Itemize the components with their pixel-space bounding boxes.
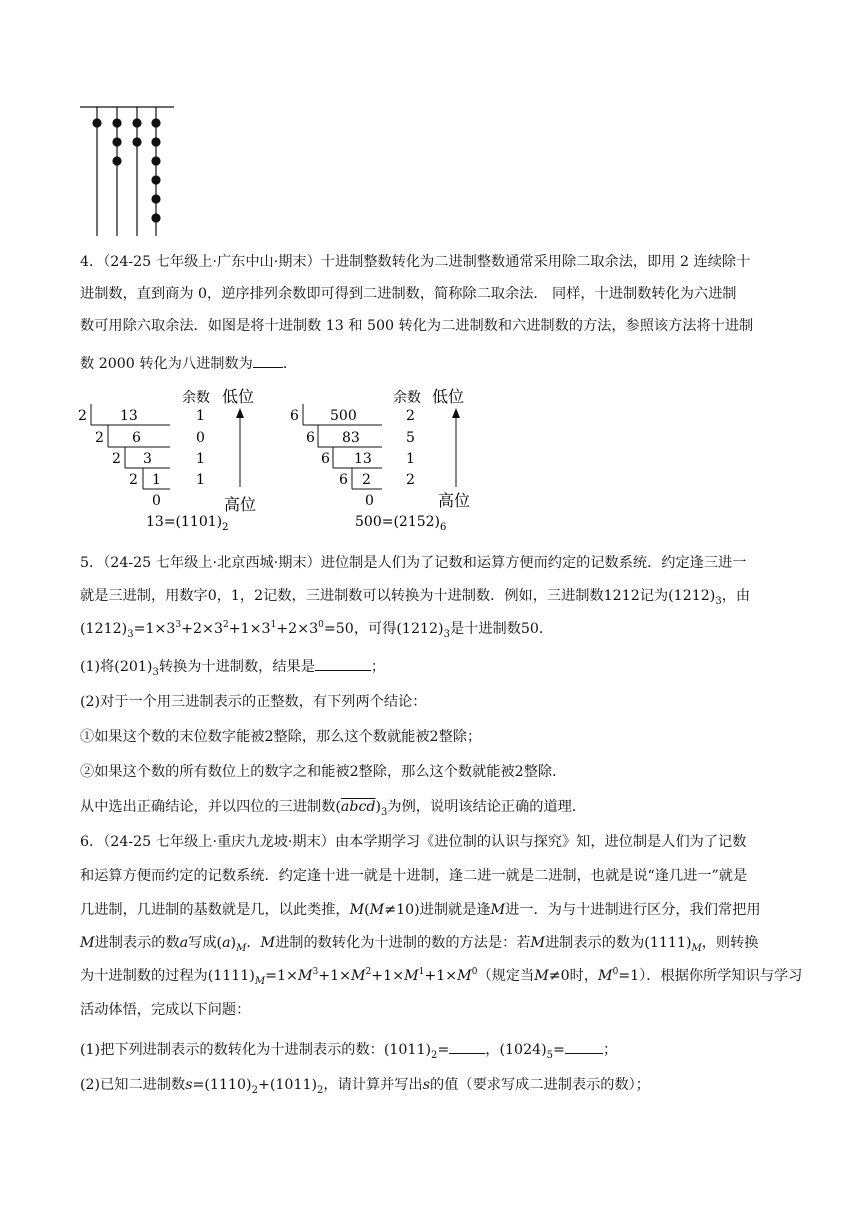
abacus-bead xyxy=(151,213,160,222)
left-quotient-4: 1 xyxy=(152,472,161,488)
abacus-bead xyxy=(92,118,101,127)
q6-part1-blank-a[interactable] xyxy=(449,1039,485,1054)
left-hdr-high: 高位 xyxy=(224,495,257,514)
q4-line-4: 数 2000 转化为八进制数为 ． xyxy=(80,353,297,374)
left-result: $13=(1101)_2$ xyxy=(146,514,229,532)
right-quotient-3: 13 xyxy=(354,451,372,467)
left-divisor-2: 2 xyxy=(95,430,104,446)
right-hdr-high: 高位 xyxy=(438,491,471,510)
right-remainder-4: 2 xyxy=(406,472,415,488)
q6-line-5: 为十进制数的过程为$(1111)_M=1\times M^3+1\times M^2+1\times M^1+1\times M^0$（规定当M≠0时，$M^0=1$）．根据你所学知识与学习 xyxy=(80,967,803,987)
q6-line-6: 活动体悟，完成以下问题： xyxy=(80,1002,251,1018)
left-divisor-3: 2 xyxy=(112,451,121,467)
abacus-bead xyxy=(112,137,121,146)
abacus-bead xyxy=(112,118,121,127)
abacus-bead xyxy=(151,175,160,184)
circled-1: ① xyxy=(80,729,95,745)
left-divisor-1: 2 xyxy=(78,408,87,424)
right-divisor-3: 6 xyxy=(321,451,330,467)
right-remainder-2: 5 xyxy=(406,430,415,446)
q4-answer-blank[interactable] xyxy=(253,353,283,368)
q4-line-2: 进制数，直到商为 0，逆序排列余数即可得到二进制数，简称除二取余法． 同样，十进制数转化为六进制 xyxy=(80,286,737,302)
q5-line-2: 就是三进制，用数字0，1，2记数，三进制数可以转换为十进制数．例如，三进制数1212记为$(1212)_3$，由 xyxy=(80,588,751,607)
right-result: $500=(2152)_6$ xyxy=(355,514,447,532)
q6-part-1: (1)把下列进制表示的数转化为十进制表示的数：$(1011)_2=$ ，$(1024)_5=$ ； xyxy=(80,1039,617,1062)
abacus-bead xyxy=(151,137,160,146)
right-hdr-low: 低位 xyxy=(432,387,465,406)
abacus-bead xyxy=(112,156,121,165)
right-quotient-1: 500 xyxy=(330,408,357,424)
q4-line-3: 数可用除六取余法．如图是将十进制数 13 和 500 转化为二进制数和六进制数的方法，参照该方法将十进制 xyxy=(80,318,754,334)
right-quotient-4: 2 xyxy=(362,472,371,488)
abacus-bead xyxy=(151,194,160,203)
q6-part-2: (2)已知二进制数$s=(1110)_2+(1011)_2$，请计算并写出s的值（要求写成二进制表示的数）； xyxy=(80,1077,650,1096)
right-quotient-2: 83 xyxy=(342,430,360,446)
q5-conclusion-2: ②如果这个数的所有数位上的数字之和能被2整除，那么这个数就能被2整除． xyxy=(80,764,567,780)
q5-conclusion-1: ①如果这个数的末位数字能被2整除，那么这个数就能被2整除； xyxy=(80,729,482,745)
left-remainder-2: 0 xyxy=(196,430,205,446)
left-quotient-2: 6 xyxy=(132,430,141,446)
q6-part1-blank-b[interactable] xyxy=(565,1039,603,1054)
right-divisor-2: 6 xyxy=(306,430,315,446)
right-remainder-3: 1 xyxy=(406,451,415,467)
right-hdr-remainder: 余数 xyxy=(393,390,421,406)
circled-2: ② xyxy=(80,764,95,780)
left-remainder-1: 1 xyxy=(196,408,205,424)
left-remainder-4: 1 xyxy=(196,472,205,488)
q6-line-3: 几进制，几进制的基数就是几，以此类推，M(M≠10)进制就是逢M进一．为与十进制进行区分，我们常把用 xyxy=(80,902,761,918)
q4-line-1: 4．（24-25 七年级上·广东中山·期末）十进制整数转化为二进制整数通常采用除二取余法，即用 2 连续除十 xyxy=(80,254,751,270)
abacus-bead xyxy=(132,137,141,146)
q5-part-1: (1)将$(201)_3$转换为十进制数，结果是 ； xyxy=(80,656,385,679)
abacus-bead xyxy=(132,118,141,127)
q5-line-1: 5．（24-25 七年级上·北京西城·期末）进位制是人们为了记数和运算方便而约定的记数系统．约定逢三进一 xyxy=(80,555,747,571)
left-hdr-low: 低位 xyxy=(222,387,255,406)
abacus-bead xyxy=(151,156,160,165)
q6-line-2: 和运算方便而约定的记数系统．约定逢十进一就是十进制，逢二进一就是二进制，也就是说“逢几进一”就是 xyxy=(80,868,748,884)
right-remainder-1: 2 xyxy=(406,408,415,424)
left-quotient-1: 13 xyxy=(120,408,138,424)
q5-line-3: $(1212)_3=1\times 3^3+2\times 3^2+1\times 3^1+2\times 3^0=50$，可得$(1212)_3$是十进制数50． xyxy=(80,620,554,640)
abacus-figure xyxy=(78,100,178,240)
right-quotient-5: 0 xyxy=(365,493,374,509)
q5-final: 从中选出正确结论，并以四位的三进制数$(abcd)_3$为例，说明该结论正确的道理． xyxy=(80,799,587,818)
left-remainder-3: 1 xyxy=(196,451,205,467)
q5-part1-blank[interactable] xyxy=(315,656,371,671)
division-figure xyxy=(70,382,490,532)
left-divisor-4: 2 xyxy=(129,472,138,488)
right-divisor-1: 6 xyxy=(290,408,299,424)
q6-line-4: M进制表示的数a写成$(a)_M$．M进制的数转化为十进制的数的方法是：若M进制表示的数为$(1111)_M$，则转换 xyxy=(80,935,759,954)
left-quotient-3: 3 xyxy=(143,451,152,467)
left-quotient-5: 0 xyxy=(152,493,161,509)
right-divisor-4: 6 xyxy=(339,472,348,488)
abacus-bead xyxy=(151,118,160,127)
left-hdr-remainder: 余数 xyxy=(182,390,210,406)
q6-line-1: 6．（24-25 七年级上·重庆九龙坡·期末）由本学期学习《进位制的认识与探究》知，进位制是人们为了记数 xyxy=(80,834,747,850)
q5-part-2: (2)对于一个用三进制表示的正整数，有下列两个结论： xyxy=(80,694,427,710)
